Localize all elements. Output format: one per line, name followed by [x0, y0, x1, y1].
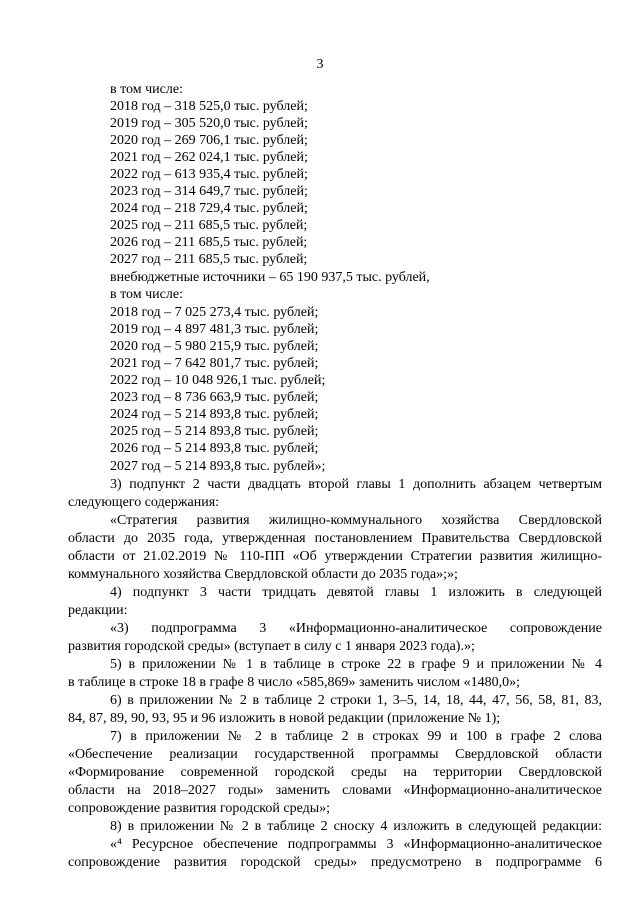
paragraph-5-line: 5) в приложении № 1 в таблице в строке 22 в графе 9 и приложении № 4 [110, 657, 602, 672]
budget-year-line: 2025 год – 211 685,5 тыс. рублей; [110, 218, 308, 233]
quote-3-line: сопровождение развития городской среды» предусмотрено в подпрограмме 6 [68, 855, 602, 870]
quote-1-line: области до 2035 года, утвержденная постановлением Правительства Свердловской [68, 531, 602, 546]
paragraph-3-line: следующего содержания: [68, 495, 220, 510]
paragraph-7-line: сопровождение развития городской среды»; [68, 801, 331, 816]
quote-2-line: развития городской среды» (вступает в силу с 1 января 2023 года).»; [68, 639, 475, 654]
offbudget-intro: в том числе: [110, 287, 183, 302]
quote-3-line: «⁴ Ресурсное обеспечение подпрограммы 3 «Информационно-аналитическое [110, 837, 602, 852]
budget-year-line: 2022 год – 613 935,4 тыс. рублей; [110, 167, 308, 182]
paragraph-4-line: редакции: [68, 603, 128, 618]
budget-year-line: 2020 год – 269 706,1 тыс. рублей; [110, 133, 308, 148]
paragraph-7-line: «Формирование современной городской среды на территории Свердловской [68, 765, 602, 780]
page-number: 3 [316, 57, 324, 72]
offbudget-year-line: 2020 год – 5 980 215,9 тыс. рублей; [110, 339, 319, 354]
budget-year-line: 2021 год – 262 024,1 тыс. рублей; [110, 150, 308, 165]
paragraph-3-line: 3) подпункт 2 части двадцать второй главы 1 дополнить абзацем четвертым [110, 477, 602, 492]
paragraph-7-line: «Обеспечение реализации государственной программы Свердловской области [68, 747, 602, 762]
quote-2-line: «3) подпрограмма 3 «Информационно-аналитическое сопровождение [110, 621, 602, 636]
paragraph-6-line: 6) в приложении № 2 в таблице 2 строки 1, 3–5, 14, 18, 44, 47, 56, 58, 81, 83, [110, 693, 602, 708]
quote-1-line: области от 21.02.2019 № 110-ПП «Об утверждении Стратегии развития жилищно- [68, 549, 602, 564]
paragraph-7-line: 7) в приложении № 2 в таблице 2 в строках 99 и 100 в графе 2 слова [110, 729, 602, 744]
offbudget-year-line: 2023 год – 8 736 663,9 тыс. рублей; [110, 390, 319, 405]
paragraph-8-line: 8) в приложении № 2 в таблице 2 сноску 4 изложить в следующей редакции: [110, 819, 602, 834]
budget-year-line: 2023 год – 314 649,7 тыс. рублей; [110, 184, 308, 199]
offbudget-year-line: 2025 год – 5 214 893,8 тыс. рублей; [110, 424, 319, 439]
budget-intro: в том числе: [110, 82, 183, 97]
offbudget-year-line: 2027 год – 5 214 893,8 тыс. рублей»; [110, 459, 326, 474]
budget-year-line: 2027 год – 211 685,5 тыс. рублей; [110, 252, 308, 267]
budget-year-line: 2024 год – 218 729,4 тыс. рублей; [110, 201, 308, 216]
paragraph-6-line: 84, 87, 89, 90, 93, 95 и 96 изложить в новой редакции (приложение № 1); [68, 711, 501, 726]
quote-1-line: «Стратегия развития жилищно-коммунального хозяйства Свердловской [110, 513, 602, 528]
offbudget-year-line: 2024 год – 5 214 893,8 тыс. рублей; [110, 407, 319, 422]
offbudget-total: внебюджетные источники – 65 190 937,5 тыс. рублей, [110, 270, 430, 285]
paragraph-5-line: в таблице в строке 18 в графе 8 число «585,869» заменить числом «1480,0»; [68, 675, 520, 690]
budget-year-line: 2019 год – 305 520,0 тыс. рублей; [110, 116, 308, 131]
quote-1-line: коммунального хозяйства Свердловской области до 2035 года»;»; [68, 567, 458, 582]
offbudget-year-line: 2021 год – 7 642 801,7 тыс. рублей; [110, 356, 319, 371]
paragraph-4-line: 4) подпункт 3 части тридцать девятой главы 1 изложить в следующей [110, 585, 602, 600]
paragraph-7-line: области на 2018–2027 годы» заменить словами «Информационно-аналитическое [68, 783, 602, 798]
offbudget-year-line: 2022 год – 10 048 926,1 тыс. рублей; [110, 373, 326, 388]
offbudget-year-line: 2019 год – 4 897 481,3 тыс. рублей; [110, 322, 319, 337]
budget-year-line: 2018 год – 318 525,0 тыс. рублей; [110, 99, 308, 114]
budget-year-line: 2026 год – 211 685,5 тыс. рублей; [110, 235, 308, 250]
offbudget-year-line: 2026 год – 5 214 893,8 тыс. рублей; [110, 441, 319, 456]
offbudget-year-line: 2018 год – 7 025 273,4 тыс. рублей; [110, 305, 319, 320]
